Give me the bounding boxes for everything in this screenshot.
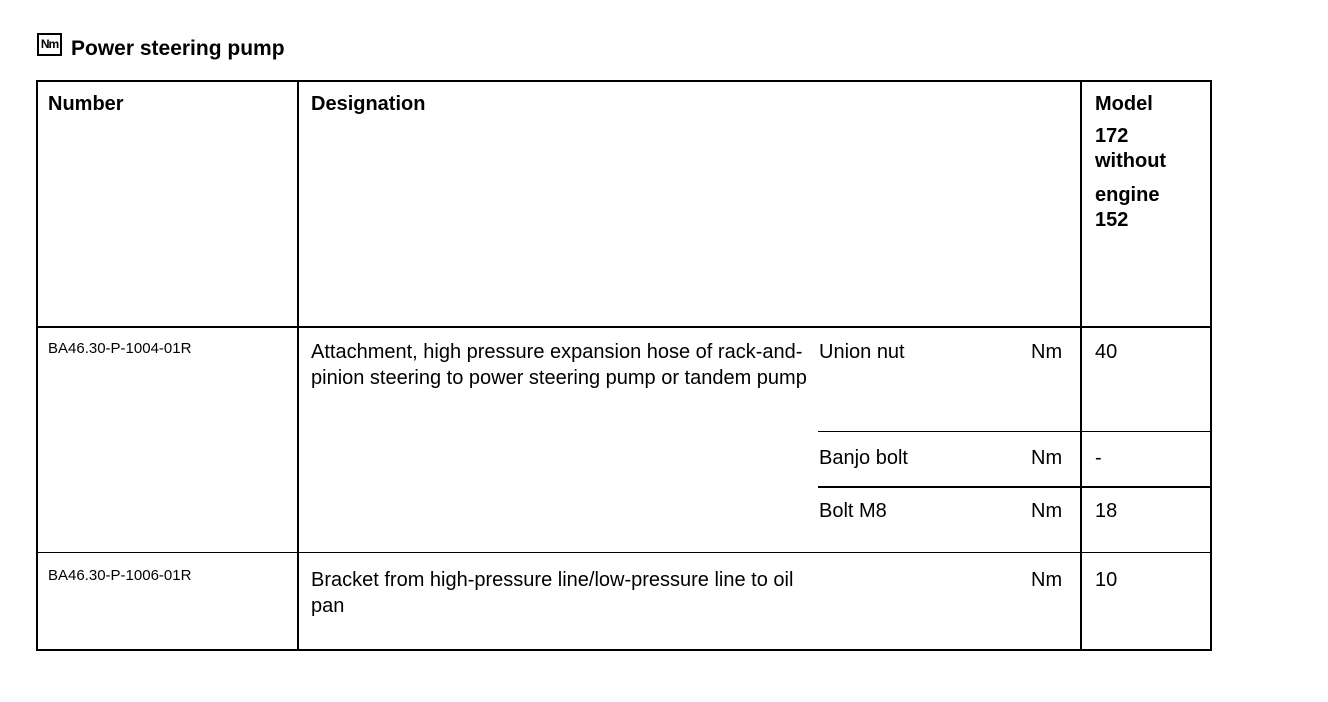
row-designation: Attachment, high pressure expansion hose of rack-and-pinion steering to power steering pump or tandem pump <box>311 341 807 389</box>
part-name: Bolt M8 <box>819 500 887 522</box>
row-divider <box>818 486 1210 488</box>
part-name: Banjo bolt <box>819 447 908 469</box>
part-name: Union nut <box>819 341 905 363</box>
header-designation: Designation <box>311 93 426 115</box>
unit-label: Nm <box>1031 447 1063 469</box>
header-model-variant: 172 without <box>1095 125 1167 172</box>
row-divider <box>38 552 1210 553</box>
torque-value: 18 <box>1095 500 1118 522</box>
row-divider <box>818 431 1210 432</box>
header-number: Number <box>48 93 124 115</box>
row-number: BA46.30-P-1006-01R <box>48 567 192 584</box>
section-title <box>37 33 285 61</box>
torque-value: 10 <box>1095 569 1118 591</box>
unit-label: Nm <box>1031 500 1063 522</box>
row-number: BA46.30-P-1004-01R <box>48 340 192 357</box>
column-divider <box>1080 82 1082 649</box>
header-model-engine: engine 152 <box>1095 184 1160 231</box>
torque-value: - <box>1095 447 1102 469</box>
page-title: Power steering pump <box>71 37 285 60</box>
unit-label: Nm <box>1031 569 1063 591</box>
header-model: Model <box>1095 93 1153 115</box>
unit-label: Nm <box>1031 341 1063 363</box>
torque-nm-icon: Nm <box>37 33 62 56</box>
column-divider <box>297 82 299 649</box>
row-designation: Bracket from high-pressure line/low-pressure line to oil pan <box>311 569 794 617</box>
row-divider <box>38 326 1210 328</box>
torque-value: 40 <box>1095 341 1118 363</box>
torque-table <box>36 80 1212 651</box>
